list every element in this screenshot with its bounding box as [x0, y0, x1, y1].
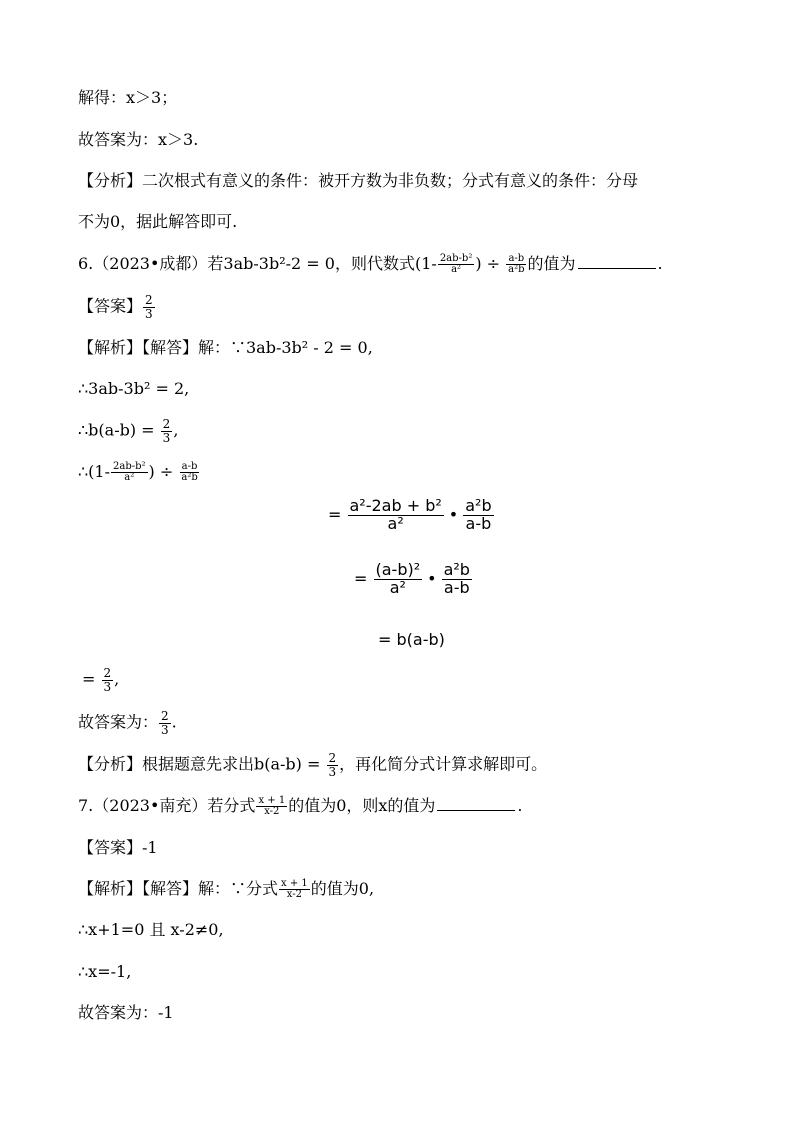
solution-7-line-3: ∴x=-1,: [78, 962, 132, 981]
eq1-equals: =: [328, 504, 342, 524]
analysis-line-1: 【分析】二次根式有意义的条件：被开方数为非负数；分式有意义的条件：分母: [78, 171, 639, 190]
q6-end: .: [657, 254, 663, 273]
ana6-suffix: ，再化简分式计算求解即可。: [339, 754, 548, 774]
sol6-l3-num: 2: [162, 417, 171, 431]
solution-7-line-1: [78, 877, 374, 901]
eq2-equals: =: [354, 568, 368, 588]
sol7-prefix: 【解析】【解答】解：∵分式: [78, 879, 279, 898]
eq4-num: 2: [103, 666, 112, 680]
solution-6-line-3: [78, 418, 178, 444]
ana6-num: 2: [328, 751, 337, 765]
ans6-num: 2: [145, 293, 153, 307]
sol7-num: x + 1: [281, 877, 308, 889]
fin6-prefix: 故答案为：: [78, 712, 159, 732]
answer-6: [78, 294, 156, 320]
sol6-l3-den: 3: [162, 430, 171, 445]
final-answer-7: 故答案为：-1: [78, 1003, 174, 1022]
q6-frac1-num: 2ab-b²: [439, 252, 473, 264]
q6-answer-blank: [578, 252, 656, 269]
fin6-num: 2: [161, 709, 169, 723]
fin6-fraction: [159, 710, 171, 736]
equation-step-4: [82, 667, 119, 693]
solution-7-line-2: ∴x+1=0 且 x-2≠0,: [78, 920, 224, 939]
eq1-num: a²-2ab + b²: [349, 496, 442, 515]
sol6-l3-suffix: ,: [173, 420, 179, 440]
ana6-prefix: 【分析】根据题意先求出b(a-b) =: [78, 754, 326, 774]
eq1-multiply: •: [448, 504, 459, 524]
sol6-l4-f1-den: a²: [124, 472, 135, 483]
ans6-den: 3: [145, 306, 153, 321]
sol6-l4-mid: ) ÷: [148, 462, 179, 481]
eq2-num2: a²b: [443, 560, 470, 579]
sol6-l4-fraction-2: [179, 462, 199, 484]
answer-7: 【答案】-1: [78, 838, 158, 857]
eq1-num2: a²b: [465, 496, 492, 515]
eq2-num: (a-b)²: [375, 560, 421, 579]
sol6-l4-f1-num: 2ab-b²: [113, 460, 146, 472]
eq1-fraction-1: [348, 498, 444, 533]
q6-fraction-2: [506, 254, 526, 276]
q7-prefix: 7.（2023•南充）若分式: [78, 796, 256, 815]
solve-line: 解得：x＞3；: [78, 88, 178, 107]
q7-fraction: [256, 796, 287, 818]
question-6: [78, 252, 663, 276]
eq1-den: a²: [387, 513, 404, 533]
q6-suffix: 的值为: [527, 254, 576, 273]
q6-frac2-den: a²b: [508, 264, 525, 275]
eq4-prefix: =: [82, 669, 101, 689]
q7-den: x-2: [264, 806, 280, 817]
sol7-fraction: [279, 879, 310, 901]
sol6-l4-f2-den: a²b: [181, 472, 198, 483]
final-answer-6: [78, 710, 177, 736]
sol6-l4-fraction-1: [111, 462, 148, 484]
solution-6-line-1: 【解析】【解答】解：∵3ab-3b² - 2 = 0,: [78, 338, 373, 357]
eq4-suffix: ,: [114, 669, 120, 689]
q6-prefix: 6.（2023•成都）若3ab-3b²-2 = 0，则代数式(1-: [78, 254, 437, 273]
ana6-den: 3: [328, 764, 337, 779]
q6-fraction-1: [438, 254, 475, 276]
solution-6-line-2: ∴3ab-3b² = 2,: [78, 379, 190, 398]
solution-6-line-4: [78, 460, 201, 484]
q7-num: x + 1: [258, 794, 286, 806]
fin6-suffix: .: [171, 712, 177, 732]
eq4-den: 3: [103, 679, 112, 694]
eq2-den: a²: [389, 577, 406, 597]
q7-answer-blank: [437, 794, 515, 811]
eq1-fraction-2: [463, 498, 493, 533]
sol6-l3-fraction: [161, 418, 173, 444]
question-7: [78, 794, 523, 818]
equation-step-2: [354, 562, 473, 597]
ans6-fraction: [143, 294, 155, 320]
q6-mid: ) ÷: [475, 254, 506, 273]
sol7-suffix: 的值为0,: [310, 879, 375, 898]
sol7-den: x-2: [286, 889, 302, 900]
fin6-den: 3: [161, 722, 169, 737]
ana6-fraction: [327, 752, 339, 778]
ans6-label: 【答案】: [78, 296, 143, 316]
eq2-fraction-2: [442, 562, 472, 597]
eq1-den2: a-b: [465, 513, 492, 533]
equation-step-1: [328, 498, 495, 533]
sol6-l4-prefix: ∴(1-: [78, 462, 111, 481]
sol6-l4-f2-num: a-b: [181, 460, 198, 472]
eq2-fraction-1: [374, 562, 423, 597]
eq2-den2: a-b: [443, 577, 470, 597]
eq4-fraction: [102, 667, 114, 693]
equation-step-3: = b(a-b): [378, 630, 445, 649]
analysis-line-2: 不为0，据此解答即可.: [78, 212, 238, 231]
q6-frac1-den: a²: [451, 264, 462, 275]
analysis-6: [78, 752, 547, 778]
q7-suffix: 的值为0，则x的值为: [288, 796, 436, 815]
answer-line: 故答案为：x＞3.: [78, 130, 199, 149]
q6-frac2-num: a-b: [508, 252, 525, 264]
q7-end: .: [517, 796, 523, 815]
sol6-l3-prefix: ∴b(a-b) =: [78, 420, 160, 440]
eq2-multiply: •: [427, 568, 437, 588]
